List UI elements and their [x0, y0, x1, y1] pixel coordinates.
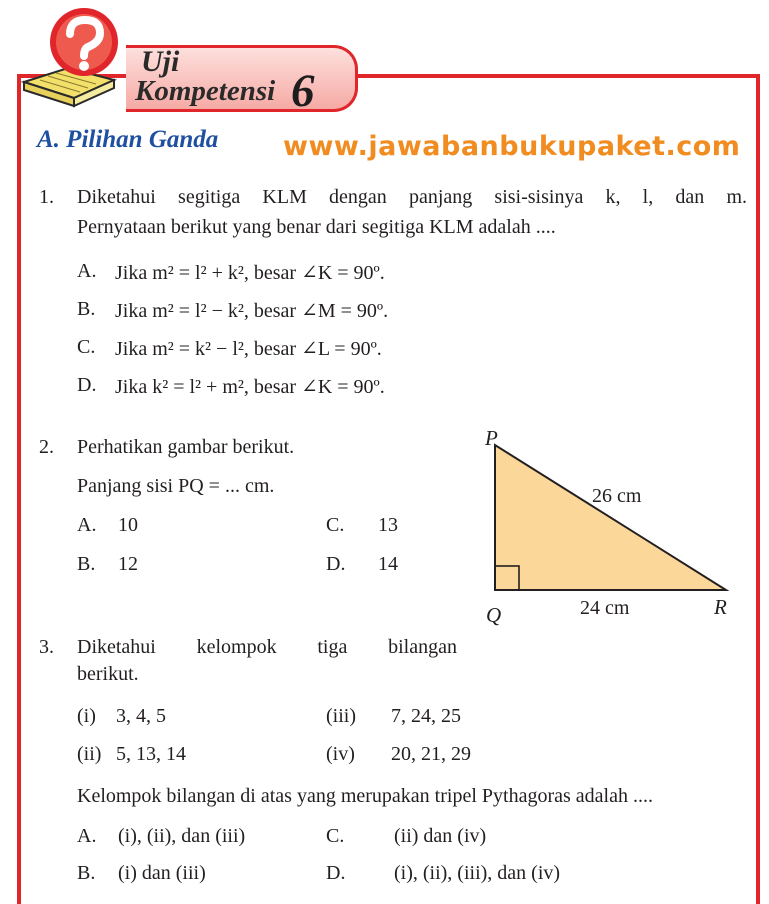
q3-question: Kelompok bilangan di atas yang merupakan tripel Pythagoras adalah .... [77, 785, 653, 807]
watermark: www.jawabanbukupaket.com [283, 131, 741, 162]
q1-number: 1. [39, 186, 54, 208]
badge-line1: Uji [141, 45, 180, 78]
q2-option-c-label: C. [326, 514, 345, 536]
question-book-icon [18, 2, 138, 114]
q3-number: 3. [39, 636, 54, 658]
section-title: A. Pilihan Ganda [37, 126, 219, 153]
q2-option-b: 12 [118, 553, 138, 575]
vertex-q-label: Q [486, 603, 502, 627]
q1-option-b: Jika m² = l² − k², besar ∠M = 90º. [115, 300, 389, 322]
q2-option-b-label: B. [77, 553, 96, 575]
q3-line2: berikut. [77, 663, 139, 685]
q1-option-d: Jika k² = l² + m², besar ∠K = 90º. [115, 376, 385, 398]
q1-option-d-label: D. [77, 374, 97, 396]
vertex-r-label: R [714, 595, 727, 619]
q1-option-b-label: B. [77, 298, 96, 320]
q3-option-a-label: A. [77, 825, 97, 847]
q3-option-c-label: C. [326, 825, 345, 847]
q2-option-d: 14 [378, 553, 398, 575]
q3-group-ii: 5, 13, 14 [116, 743, 186, 765]
triangle-shape [495, 445, 726, 590]
q3-group-iv-label: (iv) [326, 743, 355, 765]
q1-option-c-label: C. [77, 336, 96, 358]
q1-line2: Pernyataan berikut yang benar dari segitiga KLM adalah .... [77, 216, 556, 238]
q3-group-iv: 20, 21, 29 [391, 743, 471, 765]
q2-number: 2. [39, 436, 54, 458]
q1-option-a-label: A. [77, 260, 97, 282]
q2-option-d-label: D. [326, 553, 346, 575]
hypotenuse-label: 26 cm [592, 485, 642, 507]
q3-group-iii: 7, 24, 25 [391, 705, 461, 727]
q2-option-a: 10 [118, 514, 138, 536]
q2-option-c: 13 [378, 514, 398, 536]
q1-option-a: Jika m² = l² + k², besar ∠K = 90º. [115, 262, 385, 284]
q3-option-a: (i), (ii), dan (iii) [118, 825, 246, 847]
q1-line1: Diketahui segitiga KLM dengan panjang sisi-sisinya k, l, dan m. [77, 186, 747, 208]
q3-option-b-label: B. [77, 862, 96, 884]
right-triangle-figure [478, 430, 748, 635]
q1-option-c: Jika m² = k² − l², besar ∠L = 90º. [115, 338, 382, 360]
q3-group-i: 3, 4, 5 [116, 705, 166, 727]
q3-group-i-label: (i) [77, 705, 96, 727]
badge-line2: Kompetensi [135, 75, 276, 107]
q3-option-b: (i) dan (iii) [118, 862, 206, 884]
q3-option-d-label: D. [326, 862, 346, 884]
q2-line1: Perhatikan gambar berikut. [77, 436, 295, 458]
q2-line2: Panjang sisi PQ = ... cm. [77, 475, 275, 497]
q3-option-c: (ii) dan (iv) [394, 825, 487, 847]
vertex-p-label: P [485, 430, 498, 450]
q3-line1: Diketahui kelompok tiga bilangan [77, 636, 457, 658]
q3-group-ii-label: (ii) [77, 743, 102, 765]
q2-option-a-label: A. [77, 514, 97, 536]
q3-group-iii-label: (iii) [326, 705, 356, 727]
base-label: 24 cm [580, 597, 630, 619]
q3-option-d: (i), (ii), (iii), dan (iv) [394, 862, 561, 884]
badge-number: 6 [291, 65, 315, 117]
